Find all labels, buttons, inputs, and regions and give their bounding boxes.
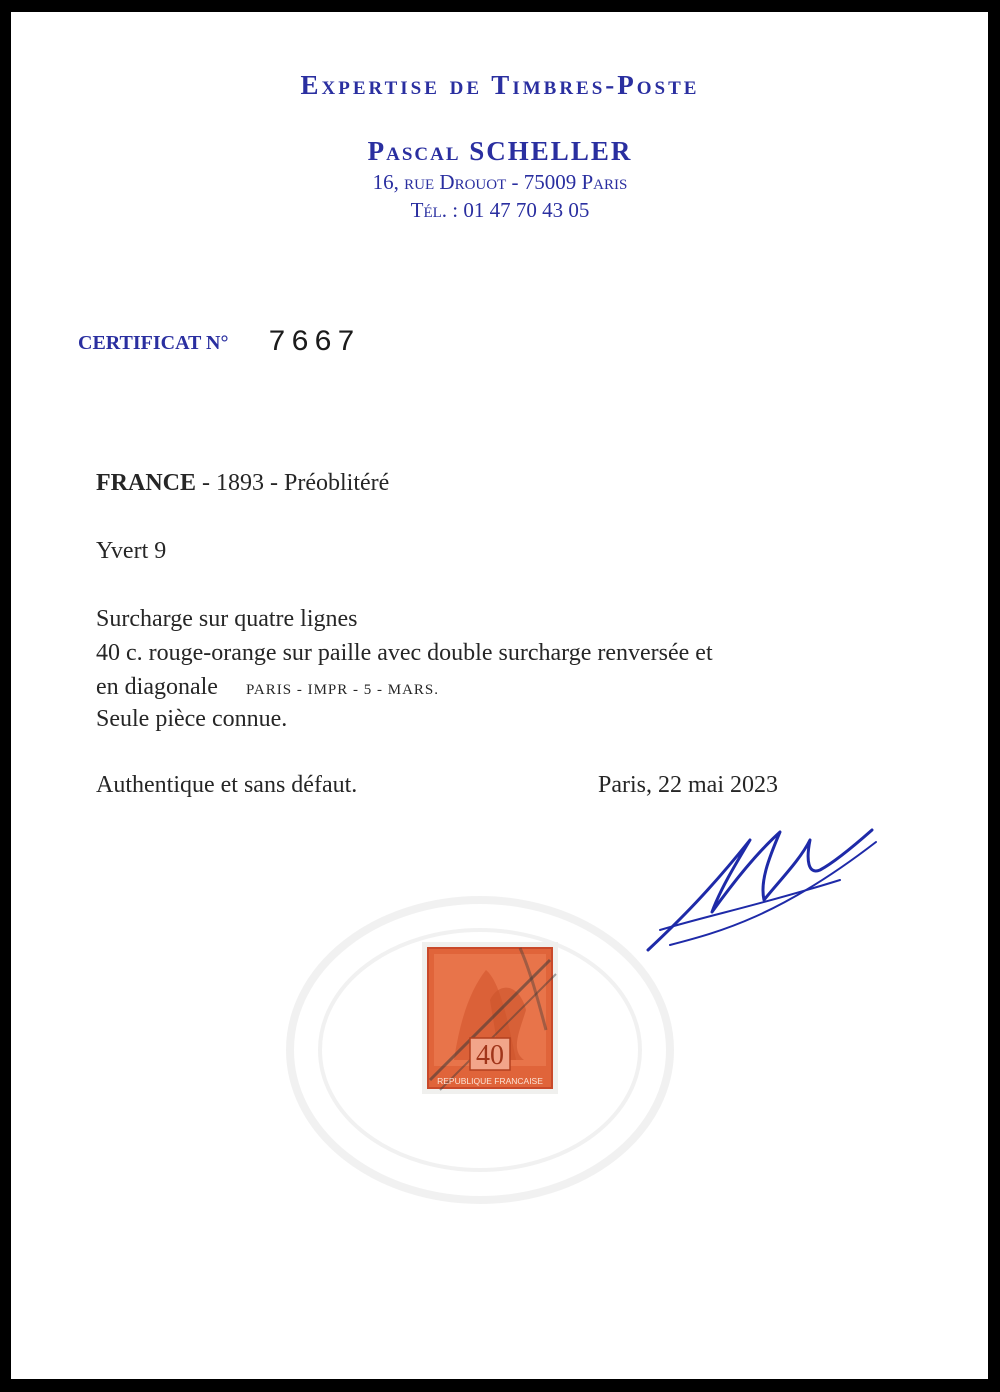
description-line-2: 40 c. rouge-orange sur paille avec double surcharge renversée et	[96, 640, 713, 666]
catalog-number: Yvert 9	[96, 538, 167, 564]
expert-address: 16, rue Drouot - 75009 Paris	[372, 170, 628, 194]
description-line-3	[96, 674, 439, 701]
signature	[640, 820, 880, 960]
header-title: Expertise de Timbres-Poste	[300, 70, 700, 100]
overprint-text: PARIS - IMPR - 5 - MARS.	[245, 682, 440, 698]
certificate-label: CERTIFICAT N°	[78, 332, 229, 354]
stamp-value: 40	[476, 1040, 504, 1071]
country-name: FRANCE	[96, 470, 196, 496]
issue-info: - 1893 - Préoblitéré	[196, 470, 390, 496]
description-line-1: Surcharge sur quatre lignes	[96, 606, 358, 632]
description-line-3-text: en diagonale	[96, 674, 218, 700]
stamp-title	[96, 470, 389, 497]
stamp-inscription: REPUBLIQUE FRANCAISE	[437, 1076, 543, 1086]
verdict: Authentique et sans défaut.	[96, 772, 358, 798]
certificate-number: 7667	[268, 326, 361, 360]
description-line-4: Seule pièce connue.	[96, 706, 288, 732]
expert-name: Pascal SCHELLER	[367, 136, 633, 166]
postage-stamp	[420, 940, 560, 1096]
expert-phone: Tél. : 01 47 70 43 05	[410, 198, 590, 222]
place-date: Paris, 22 mai 2023	[598, 772, 778, 798]
